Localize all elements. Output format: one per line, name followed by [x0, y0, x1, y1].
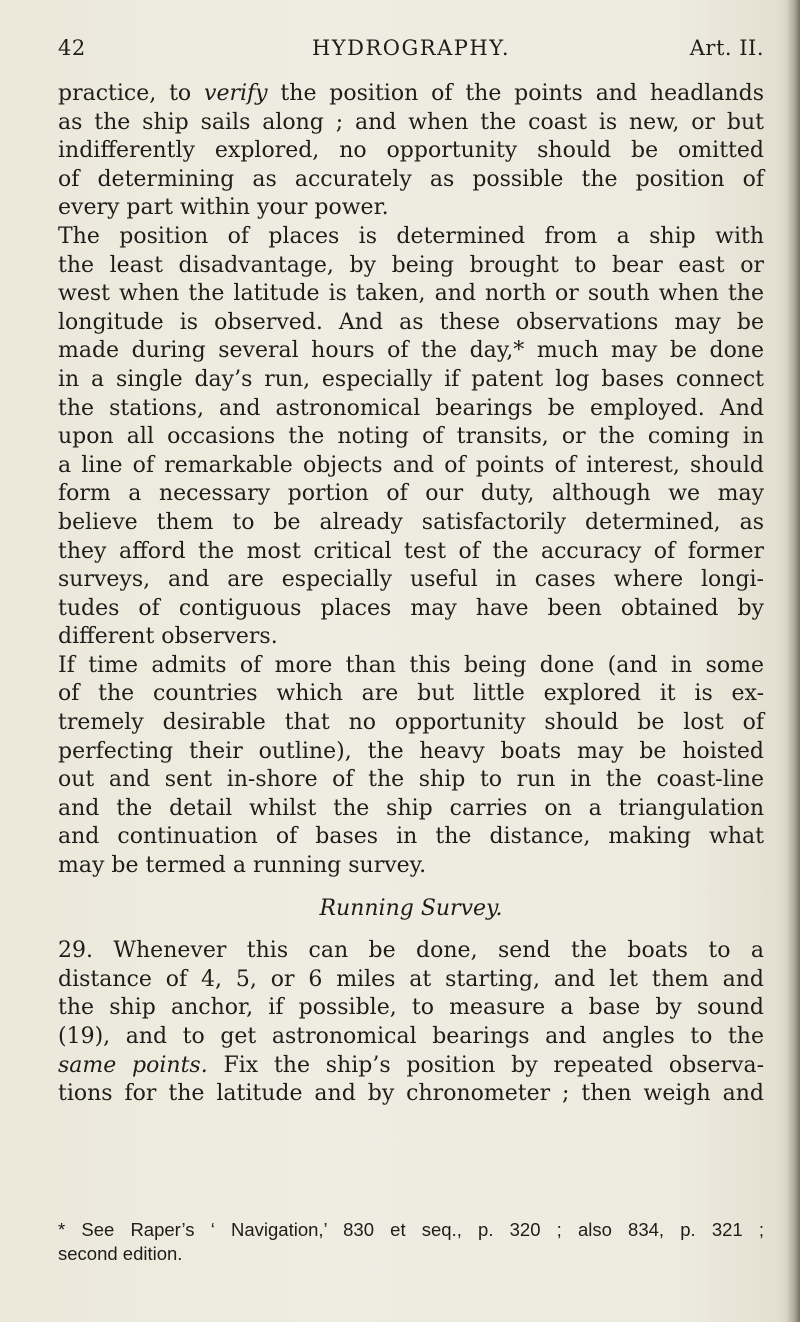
text-line: 29. Whenever this can be done, send the boats to a	[58, 938, 764, 964]
footnote	[58, 1218, 764, 1266]
section-heading: Running Survey.	[319, 895, 503, 921]
text-line: form a necessary portion of our duty, although we may	[58, 481, 764, 507]
text-line: and the detail whilst the ship carries on a triangulation	[58, 795, 764, 821]
text-line: tremely desirable that no opportunity should be lost of	[58, 710, 764, 736]
text-line: The position of places is determined from a ship with	[58, 223, 764, 249]
page-number: 42	[58, 36, 86, 60]
text-line: longitude is observed. And as these observations may be	[58, 309, 764, 335]
text-line: If time admits of more than this being done (and in some	[58, 652, 764, 678]
text-line: same points. Fix the ship’s position by repeated observa-	[58, 1052, 764, 1078]
text-line: as the ship sails along ; and when the coast is new, or but	[58, 109, 764, 135]
text-line: tudes of contiguous places may have been obtained by	[58, 595, 764, 621]
text-line: upon all occasions the noting of transits, or the coming in	[58, 424, 764, 450]
footnote-line: second edition.	[58, 1243, 183, 1264]
text-line: they afford the most critical test of the accuracy of former	[58, 538, 764, 564]
text-line: every part within your power.	[58, 195, 389, 221]
text-line: distance of 4, 5, or 6 miles at starting, and let them and	[58, 966, 764, 992]
text-line: out and sent in-shore of the ship to run in the coast-line	[58, 767, 764, 793]
text-line: the stations, and astronomical bearings be employed. And	[58, 395, 764, 421]
body-text	[58, 80, 764, 1109]
article-label: Art. II.	[689, 36, 764, 60]
text-line: perfecting their outline), the heavy boats may be hoisted	[58, 738, 764, 764]
text-line: west when the latitude is taken, and north or south when the	[58, 281, 764, 307]
text-line: tions for the latitude and by chronometer ; then weigh and	[58, 1081, 764, 1107]
text-line: believe them to be already satisfactorily determined, as	[58, 509, 764, 535]
running-title: HYDROGRAPHY.	[311, 36, 511, 60]
running-header	[58, 36, 764, 66]
text-line: practice, to verify the position of the points and headlands	[58, 81, 764, 106]
page-edge-shadow	[786, 0, 800, 1322]
text-line: and continuation of bases in the distance, making what	[58, 824, 764, 850]
text-line: may be termed a running survey.	[58, 853, 427, 879]
text-line: surveys, and are especially useful in cases where longi-	[58, 567, 764, 593]
text-line: a line of remarkable objects and of points of interest, should	[58, 452, 764, 478]
text-line: (19), and to get astronomical bearings and angles to the	[58, 1024, 764, 1049]
text-line: the least disadvantage, by being brought to bear east or	[58, 252, 764, 278]
text-line: different observers.	[58, 624, 278, 650]
text-line: of determining as accurately as possible the position of	[58, 166, 764, 192]
text-line: indifferently explored, no opportunity should be omitted	[58, 138, 764, 164]
text-line: of the countries which are but little explored it is ex-	[58, 681, 764, 707]
text-line: made during several hours of the day,* much may be done	[58, 338, 764, 364]
text-line: in a single day’s run, especially if patent log bases connect	[58, 366, 764, 392]
text-line: the ship anchor, if possible, to measure a base by sound	[58, 995, 764, 1021]
footnote-line: * See Raper’s ‘ Navigation,’ 830 et seq., p. 320 ; also 834, p. 321 ;	[58, 1219, 764, 1240]
